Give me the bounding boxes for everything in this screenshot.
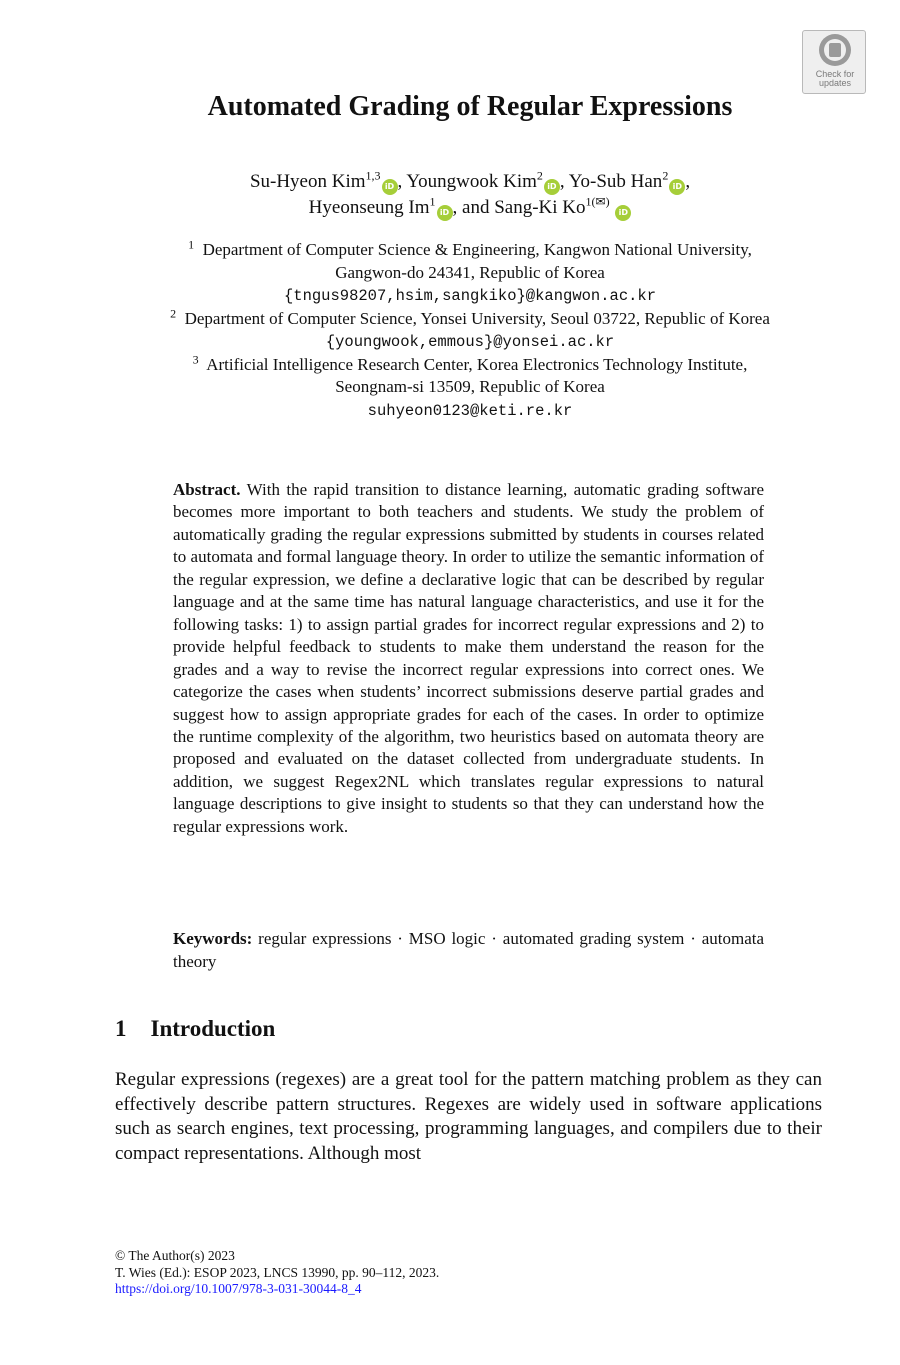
citation-line: T. Wies (Ed.): ESOP 2023, LNCS 13990, pp. 90–112, 2023. xyxy=(115,1264,440,1280)
doi-link[interactable]: https://doi.org/10.1007/978-3-031-30044-8_4 xyxy=(115,1281,362,1296)
keywords xyxy=(173,928,764,973)
author-name: Hyeonseung Im xyxy=(308,197,430,218)
check-for-updates-badge[interactable] xyxy=(802,30,866,94)
affiliation-email[interactable]: {youngwook,emmous}@yonsei.ac.kr xyxy=(325,333,615,351)
copyright-text: The Author(s) 2023 xyxy=(128,1248,235,1263)
affiliation-2 xyxy=(60,305,880,354)
keywords-label: Keywords: xyxy=(173,929,253,948)
affiliation-line: Department of Computer Science & Engineering, Kangwon National University, xyxy=(202,240,752,259)
section-heading xyxy=(115,1014,275,1044)
bookmark-icon xyxy=(819,34,851,66)
author-conjunction: and xyxy=(462,197,490,218)
orcid-icon[interactable]: iD xyxy=(382,179,398,195)
copyright-line xyxy=(115,1248,815,1265)
paper-title: Automated Grading of Regular Expressions xyxy=(207,91,733,122)
affiliation-1 xyxy=(60,239,880,308)
abstract-text: With the rapid transition to distance learning, automatic grading software becomes more important to both teachers and students. We study the problem of automatically grading the regular expressions submitted by students in courses related to automata and formal language theory. In order to utilize the semantic information of the regular expression, we define a declarative logic that can be described by regular language and at the same time has natural language characteristics, and use it for the following tasks: 1) to assign partial grades for incorrect regular expressions and 2) to provide helpful feedback to students to make them understand the reason for the grades and a way to revise the incorrect regular expressions into correct ones. We categorize the cases when students’ incorrect submissions deserve partial grades and suggest how to assign appropriate grades for each of the cases. In order to optimize the runtime complexity of the algorithm, two heuristics based on automata theory are proposed and evaluated on the dataset collected from undergraduate students. In addition, we suggest Regex2NL which translates regular expressions to natural language descriptions to give insight to students so that they can understand how the regular expressions work. xyxy=(173,480,764,836)
author-name: Youngwook Kim xyxy=(406,171,537,192)
intro-paragraph: Regular expressions (regexes) are a great tool for the pattern matching problem as they can effectively describe pattern structures. Regexes are widely used in software applications such as search engines, text processing, programming languages, and compilers due to their compact representations. Although most xyxy=(115,1069,822,1164)
affiliation-line: Seongnam-si 13509, Republic of Korea xyxy=(335,377,605,396)
orcid-icon[interactable]: iD xyxy=(437,205,453,221)
section-title: Introduction xyxy=(150,1016,276,1041)
affiliation-line: Artificial Intelligence Research Center, Korea Electronics Technology Institute, xyxy=(206,354,748,374)
author-name: Sang-Ki Ko xyxy=(494,197,586,218)
affiliation-line: Gangwon-do 24341, Republic of Korea xyxy=(335,262,605,282)
footer xyxy=(115,1248,815,1298)
affiliation-email[interactable]: {tngus98207,hsim,sangkiko}@kangwon.ac.kr xyxy=(283,287,657,305)
badge-line1: Check for xyxy=(815,69,855,79)
section-number: 1 xyxy=(115,1016,127,1041)
copyright-icon: © xyxy=(115,1248,126,1263)
author-affil-sup: 1 xyxy=(429,194,436,209)
author-affil-sup: 2 xyxy=(662,168,669,183)
author-affil-sup: 1,3 xyxy=(365,168,381,183)
author-affil-sup: 2 xyxy=(536,168,543,183)
badge-line2: updates xyxy=(818,78,852,88)
affiliation-number: 1 xyxy=(188,237,195,252)
badge-label xyxy=(803,70,867,88)
affiliation-number: 2 xyxy=(170,305,177,320)
affiliation-email[interactable]: suhyeon0123@keti.re.kr xyxy=(367,401,573,420)
affiliations xyxy=(60,239,880,422)
author-name: Yo-Sub Han xyxy=(568,171,663,192)
orcid-icon[interactable]: iD xyxy=(615,205,631,221)
keywords-text: regular expressions · MSO logic · automated grading system · automata theory xyxy=(173,929,765,971)
orcid-icon[interactable]: iD xyxy=(544,179,560,195)
author-affil-sup: 1(✉) xyxy=(585,194,610,209)
affiliation-number: 3 xyxy=(192,351,199,366)
abstract-label: Abstract. xyxy=(173,480,241,499)
abstract xyxy=(173,479,764,838)
affiliation-3 xyxy=(60,351,880,423)
affiliation-line: Department of Computer Science, Yonsei University, Seoul 03722, Republic of Korea xyxy=(184,308,770,328)
orcid-icon[interactable]: iD xyxy=(669,179,685,195)
author-name: Su-Hyeon Kim xyxy=(249,171,366,192)
author-list: Su-Hyeon Kim$^{1,3}$iD , Youngwook Kim$^2$iD , Yo-Sub Han$^2$iD , Hyeonseung Im$^1$iD , and Sang-Ki $Ko^{1(✉)}$ iD xyxy=(60,169,880,221)
